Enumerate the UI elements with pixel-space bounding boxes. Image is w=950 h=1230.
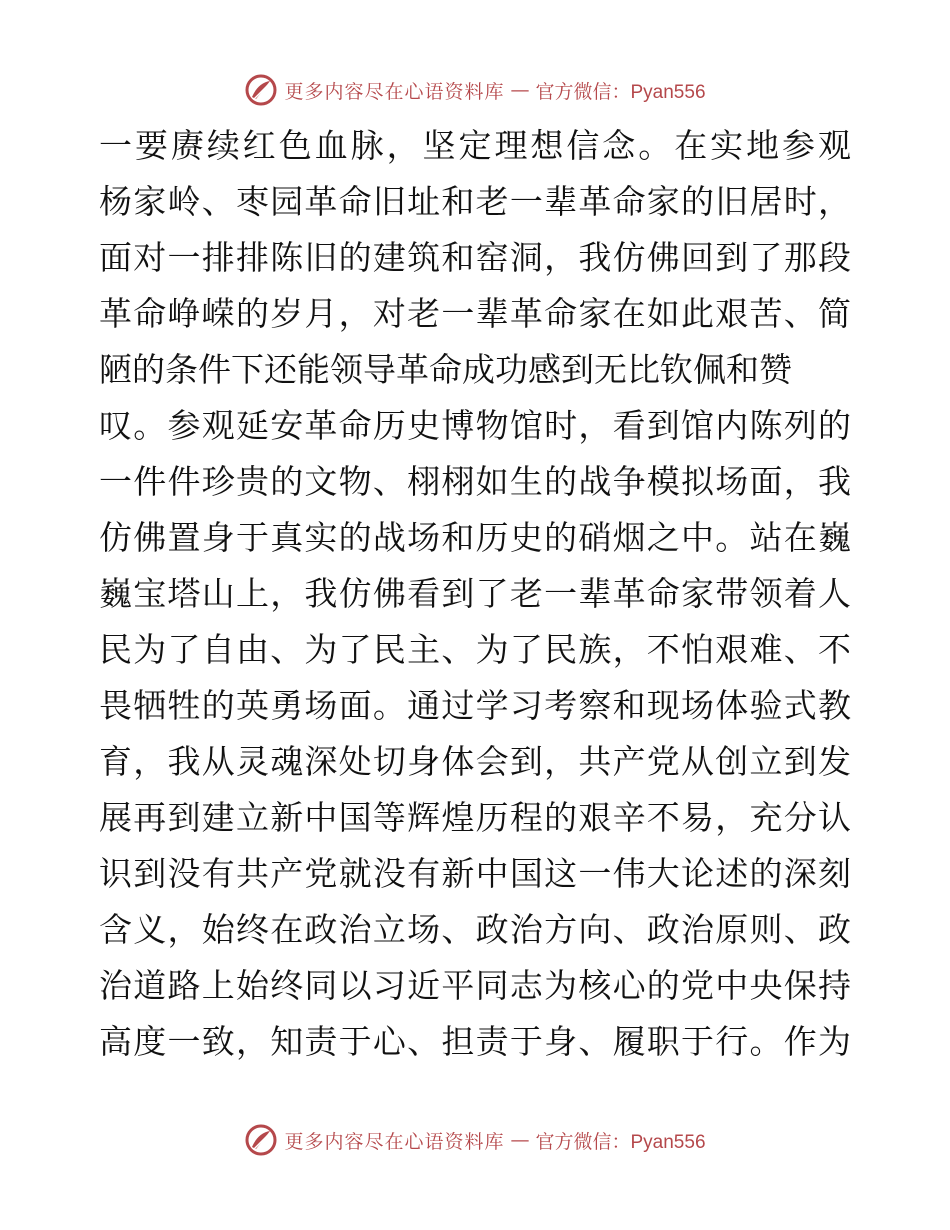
- header-banner-contact: 官方微信：Pyan556: [535, 81, 706, 103]
- body-line: 一要赓续红色血脉，坚定理想信念。在实地参观: [99, 126, 851, 165]
- header-banner-separator: —: [510, 79, 530, 101]
- body-line: 高度一致，知责于心、担责于身、履职于行。作为: [99, 1022, 851, 1061]
- body-line: 识到没有共产党就没有新中国这一伟大论述的深刻: [99, 854, 851, 893]
- body-line: 仿佛置身于真实的战场和历史的硝烟之中。站在巍: [99, 518, 851, 557]
- body-line: 巍宝塔山上，我仿佛看到了老一辈革命家带领着人: [99, 574, 851, 613]
- body-line: 一件件珍贵的文物、栩栩如生的战争模拟场面，我: [99, 462, 851, 501]
- body-line: 叹。参观延安革命历史博物馆时，看到馆内陈列的: [99, 406, 851, 445]
- body-line: 杨家岭、枣园革命旧址和老一辈革命家的旧居时，: [99, 182, 851, 221]
- body-line: 陋的条件下还能领导革命成功感到无比钦佩和赞: [99, 350, 792, 389]
- header-banner-title: 更多内容尽在心语资料库: [284, 80, 505, 103]
- brand-logo-icon: [244, 73, 278, 107]
- body-line: 含义，始终在政治立场、政治方向、政治原则、政: [99, 910, 851, 949]
- footer-banner-title: 更多内容尽在心语资料库: [284, 1130, 505, 1153]
- footer-banner-contact: 官方微信：Pyan556: [535, 1131, 706, 1153]
- body-line: 治道路上始终同以习近平同志为核心的党中央保持: [99, 966, 851, 1005]
- brand-logo-icon: [244, 1123, 278, 1157]
- body-line: 面对一排排陈旧的建筑和窑洞，我仿佛回到了那段: [99, 238, 851, 277]
- footer-banner: [0, 1120, 950, 1160]
- body-line: 展再到建立新中国等辉煌历程的艰辛不易，充分认: [99, 798, 851, 837]
- body-line: 民为了自由、为了民主、为了民族，不怕艰难、不: [99, 630, 851, 669]
- footer-banner-separator: —: [510, 1129, 530, 1151]
- body-line: 畏牺牲的英勇场面。通过学习考察和现场体验式教: [99, 686, 851, 725]
- body-line: 育，我从灵魂深处切身体会到，共产党从创立到发: [99, 742, 851, 781]
- body-line: 革命峥嵘的岁月，对老一辈革命家在如此艰苦、简: [99, 294, 851, 333]
- document-body: [99, 118, 851, 1070]
- header-banner: [0, 70, 950, 110]
